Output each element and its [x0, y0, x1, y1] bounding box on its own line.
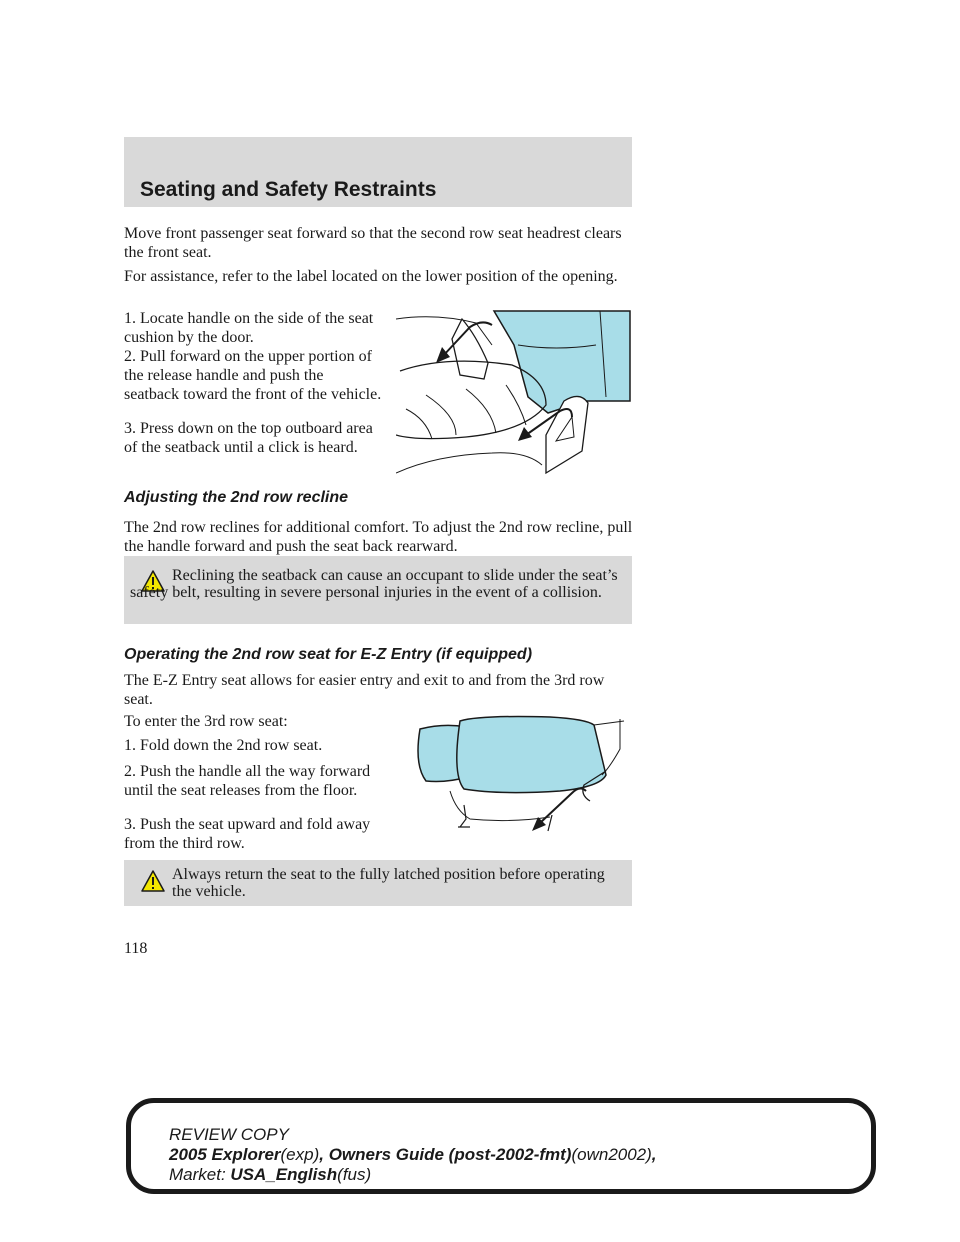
- section-title: Seating and Safety Restraints: [140, 178, 437, 201]
- footer-model-code: (exp): [280, 1145, 320, 1164]
- heading-ez-entry: Operating the 2nd row seat for E-Z Entry (if equipped): [124, 646, 533, 663]
- paragraph-to-enter: To enter the 3rd row seat:: [124, 713, 288, 730]
- paragraph-ez-entry-intro: The E-Z Entry seat allows for easier entry and exit to and from the 3rd row seat.: [124, 672, 605, 708]
- footer-market-code: (fus): [337, 1165, 372, 1184]
- step-pull-forward: 2. Pull forward on the upper portion of the release handle and push the seatback toward the front of the vehicle.: [124, 348, 382, 403]
- warning-text-recline: Reclining the seatback can cause an occupant to slide under the seat’s safety belt, resulting in severe personal injuries in the event of a collision.: [130, 567, 618, 601]
- step-fold-down: 1. Fold down the 2nd row seat.: [124, 737, 323, 754]
- step-push-handle: 2. Push the handle all the way forward until the seat releases from the floor.: [124, 763, 371, 799]
- heading-adjust-recline: Adjusting the 2nd row recline: [124, 489, 349, 506]
- paragraph-assistance: For assistance, refer to the label located on the lower position of the opening.: [124, 268, 618, 285]
- folded-seat-illustration: [410, 715, 632, 845]
- footer-market-label: Market:: [169, 1165, 231, 1184]
- review-copy-footer: [126, 1098, 876, 1194]
- paragraph-recline: The 2nd row reclines for additional comfort. To adjust the 2nd row recline, pull the handle forward and push the seat back rearward.: [124, 519, 633, 555]
- seat-release-illustration: [396, 305, 632, 475]
- review-copy-text: [169, 1125, 657, 1185]
- paragraph-move-front-seat: Move front passenger seat forward so that the second row seat headrest clears the front seat.: [124, 225, 622, 261]
- step-locate-handle: 1. Locate handle on the side of the seat cushion by the door.: [124, 310, 374, 346]
- step-press-down: 3. Press down on the top outboard area of the seatback until a click is heard.: [124, 420, 373, 456]
- footer-market: USA_English: [230, 1165, 338, 1184]
- review-copy-label: REVIEW COPY: [169, 1125, 289, 1144]
- warning-box-recline: [124, 556, 632, 624]
- warning-triangle-icon: [141, 870, 165, 892]
- footer-separator: ,: [319, 1145, 329, 1164]
- warning-text-latched: Always return the seat to the fully latched position before operating the vehicle.: [172, 866, 605, 900]
- footer-separator: ,: [651, 1145, 657, 1164]
- warning-box-latched: [124, 860, 632, 906]
- step-push-seat-upward: 3. Push the seat upward and fold away from the third row.: [124, 816, 371, 852]
- footer-guide: Owners Guide (post-2002-fmt): [328, 1145, 572, 1164]
- footer-guide-code: (own2002): [571, 1145, 652, 1164]
- footer-model: 2005 Explorer: [169, 1145, 281, 1164]
- page-number: 118: [124, 940, 148, 957]
